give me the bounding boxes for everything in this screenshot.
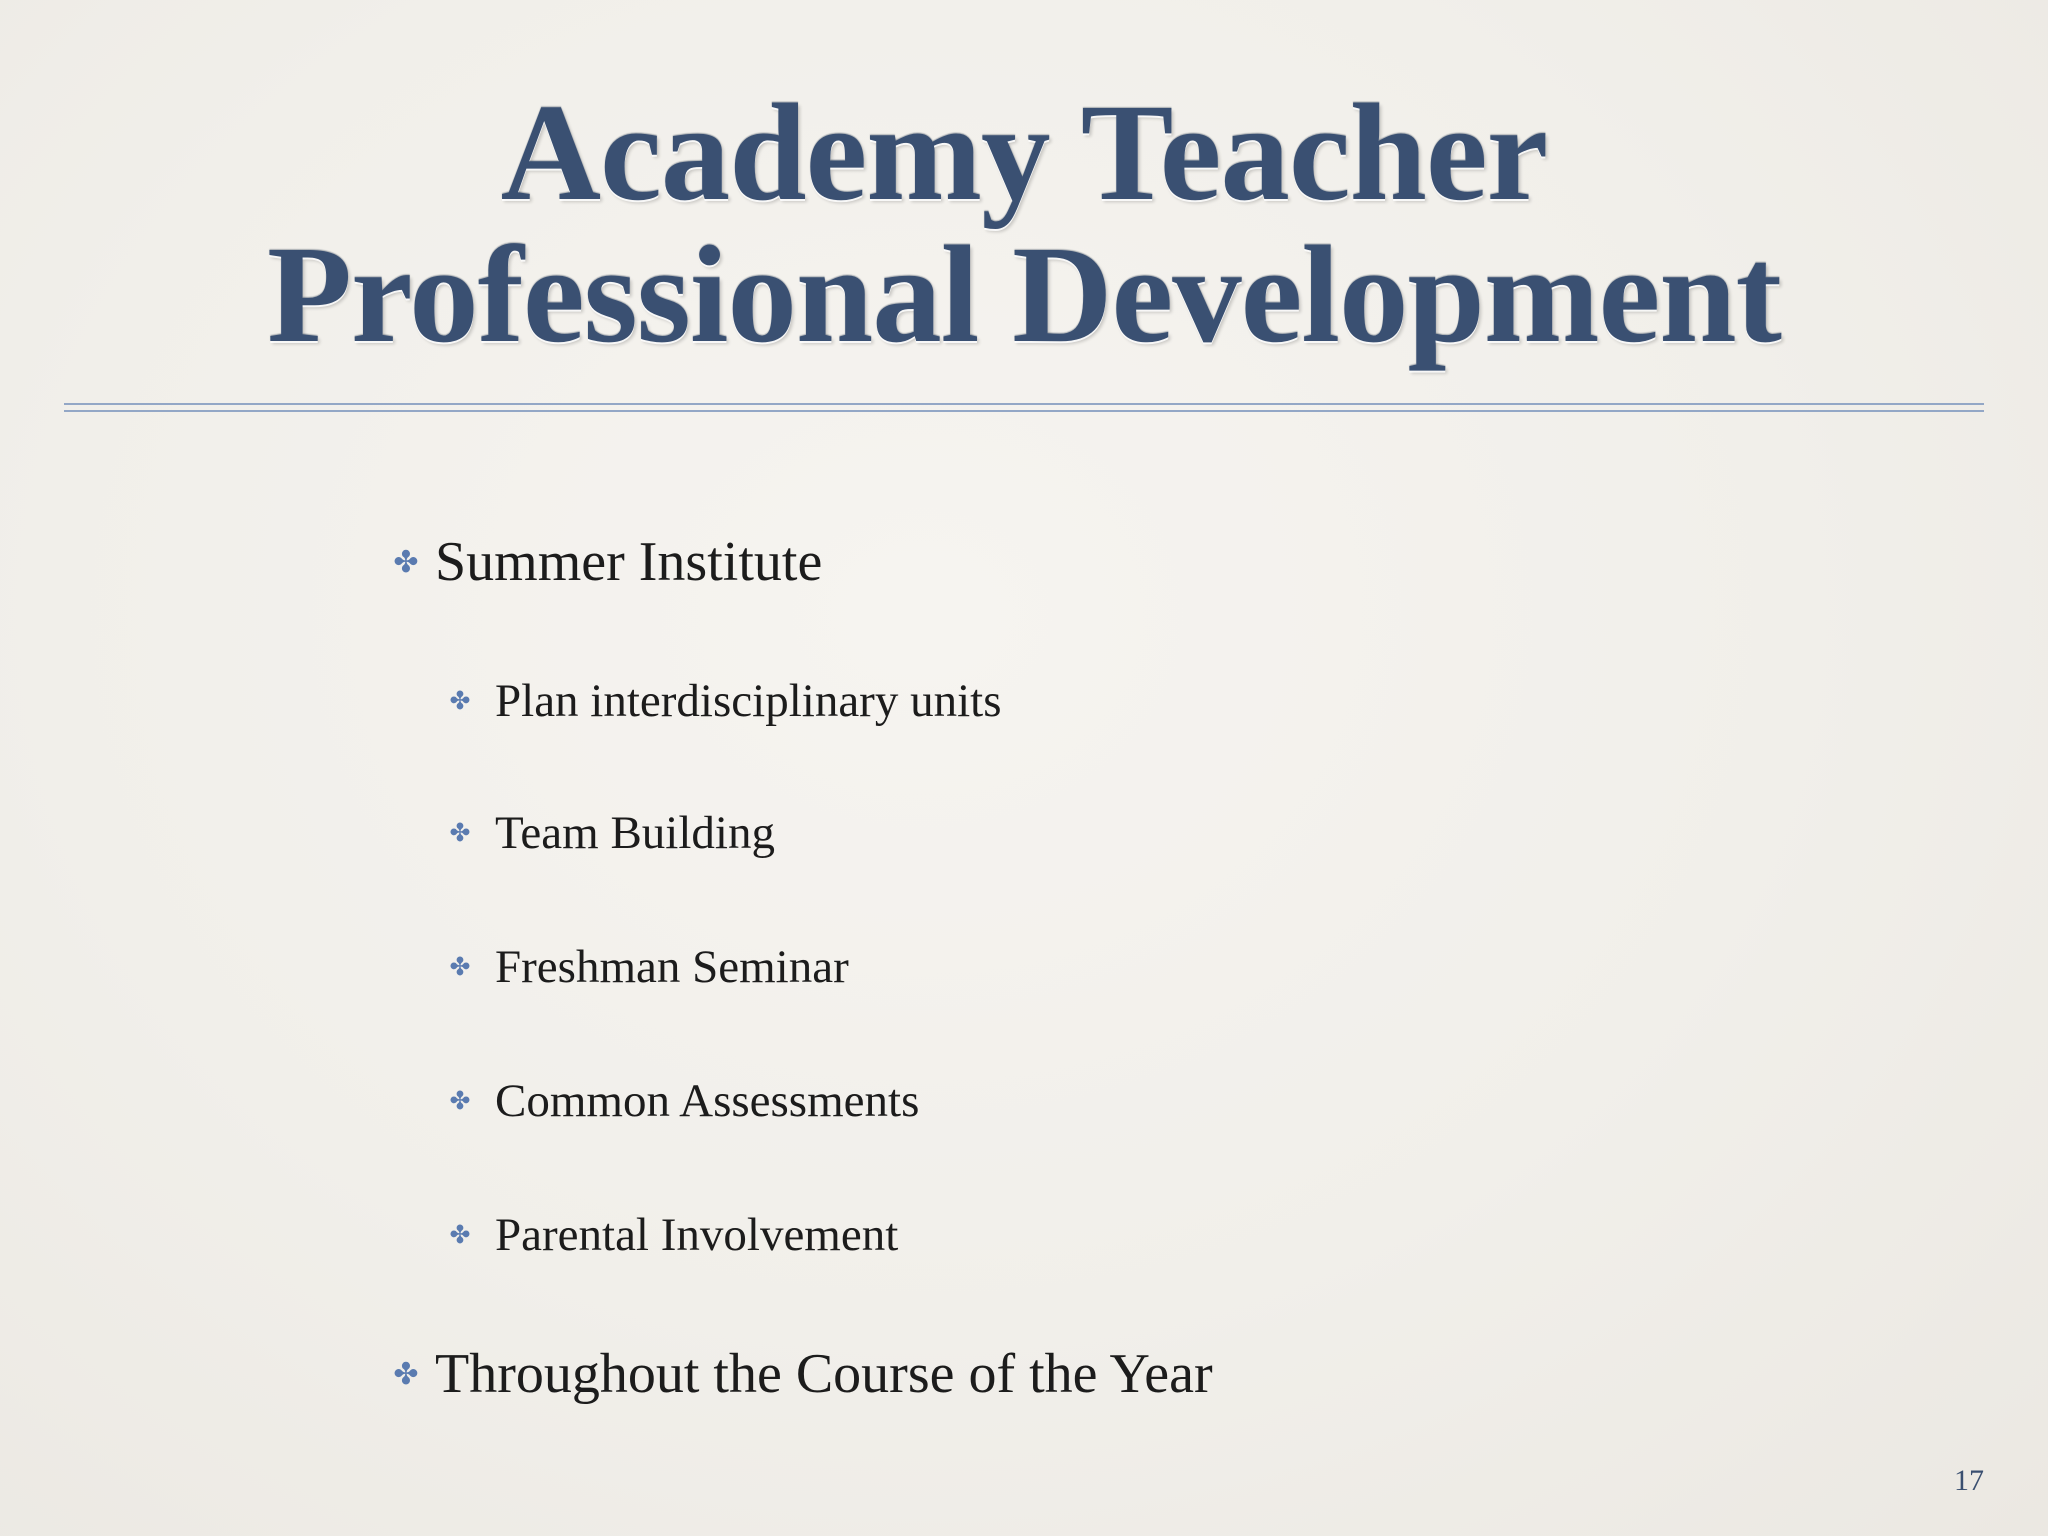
- bullet-throughout-year: [377, 1342, 1213, 1406]
- flower-bullet-icon: ✤: [393, 545, 419, 579]
- page-number: 17: [1954, 1464, 1984, 1497]
- sub-bullet-freshman-seminar: [425, 940, 849, 994]
- bullet-label: Throughout the Course of the Year: [435, 1343, 1213, 1405]
- sub-bullet-parental-involvement: [425, 1208, 898, 1262]
- bullet-summer-institute: [377, 530, 822, 594]
- flower-bullet-icon: ✤: [449, 1222, 471, 1249]
- flower-bullet-icon: ✤: [449, 954, 471, 981]
- sub-bullet-team-building: [425, 806, 775, 860]
- slide-title-line-1: Academy Teacher: [500, 76, 1548, 230]
- bullet-label: Freshman Seminar: [495, 941, 849, 993]
- bullet-label: Parental Involvement: [495, 1209, 899, 1261]
- sub-bullet-plan-units: [425, 674, 1002, 728]
- slide-title-line-2: Professional Development: [267, 218, 1781, 372]
- flower-bullet-icon: ✤: [449, 820, 471, 847]
- flower-bullet-icon: ✤: [449, 1088, 471, 1115]
- bullet-label: Plan interdisciplinary units: [495, 675, 1002, 727]
- sub-bullet-common-assessments: [425, 1074, 919, 1128]
- flower-bullet-icon: ✤: [449, 688, 471, 715]
- bullet-label: Team Building: [495, 807, 775, 859]
- flower-bullet-icon: ✤: [393, 1357, 419, 1391]
- bullet-label: Summer Institute: [435, 531, 823, 593]
- bullet-label: Common Assessments: [495, 1075, 920, 1127]
